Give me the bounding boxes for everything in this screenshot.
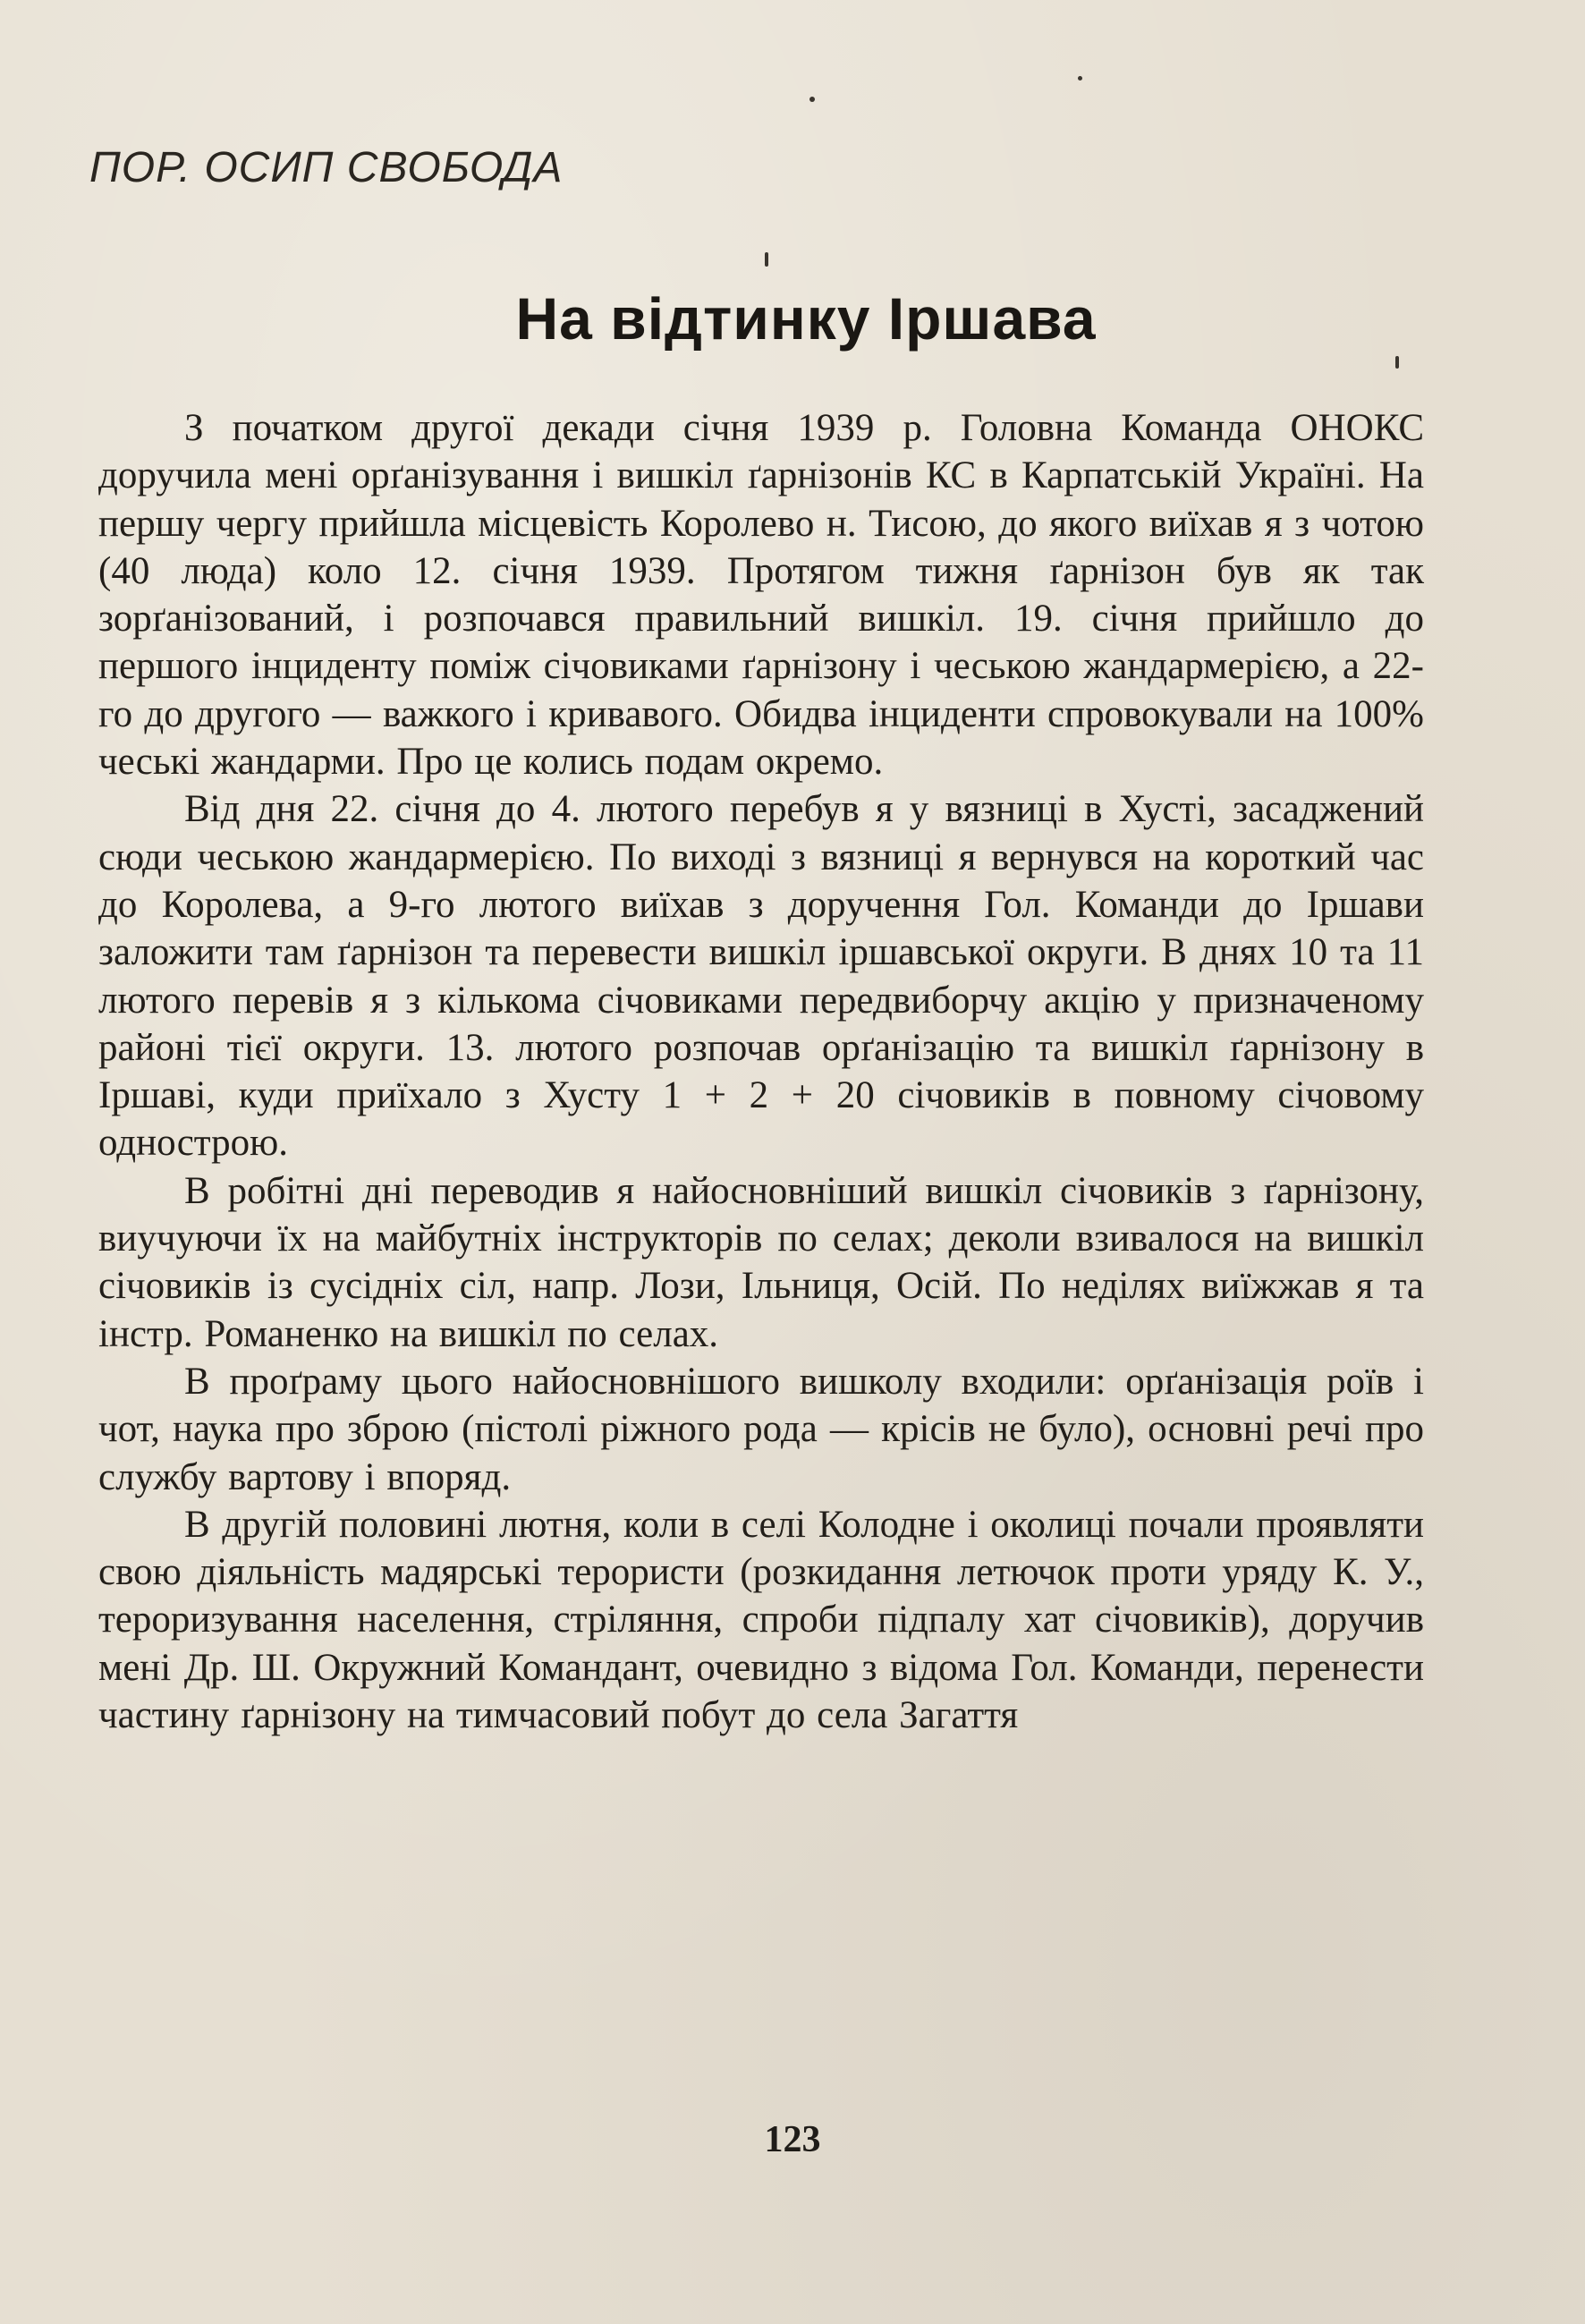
print-speck (765, 252, 768, 267)
paragraph: В робітні дні переводив я найосновніший вишкіл січовиків з ґарнізону, виучуючи їх на майбутніх інструкторів по селах; деколи взивалося на вишкіл січовиків із сусідніх сіл, напр. Лози, Ільниця, Осій. По неділях виїжжав я та інстр. Романенко на вишкіл по селах. (98, 1169, 1424, 1355)
article-title: На відтинку Іршава (515, 285, 1097, 352)
print-speck (1395, 356, 1399, 369)
print-speck (809, 97, 815, 102)
paragraph: В проґраму цього найосновнішого вишколу входили: орґанізація роїв і чот, наука про зброю (пістолі ріжного рода — крісів не було), основні речі про службу вартову і впоряд. (98, 1360, 1424, 1498)
page-number: 123 (764, 2119, 821, 2160)
paragraph: З початком другої декади січня 1939 р. Головна Команда ОНОКС доручила мені орґанізування і вишкіл ґарнізонів КС в Карпатській Україні. На першу чергу прийшла місцевість Королево н. Тисою, до якого виїхав я з чотою (40 люда) коло 12. січня 1939. Протягом тижня ґарнізон був як так зорґанізований, і розпочався правильний вишкіл. 19. січня прийшло до першого інциденту поміж січовиками ґарнізону і чеською жандармерією, а 22-го до другого — важкого і кривавого. Обидва інциденти спровокували на 100% чеські жандарми. Про це колись подам окремо. (98, 407, 1424, 784)
author-name: ПОР. ОСИП СВОБОДА (89, 144, 564, 191)
paragraph: Від дня 22. січня до 4. лютого перебув я у вязниці в Хусті, засаджений сюди чеською жандармерією. По виході з вязниці я вернувся на короткий час до Королева, а 9-го лютого виїхав з доручення Гол. Команди до Іршави заложити там ґарнізон та перевести вишкіл іршавської округи. В днях 10 та 11 лютого перевів я з кількома січовиками передвиборчу акцію у призначеному районі тієї округи. 13. лютого розпочав орґанізацію та вишкіл ґарнізону в Іршаві, куди приїхало з Хусту 1 + 2 + 20 січовиків в повному січовому однострою. (98, 788, 1424, 1165)
paragraph: В другій половині лютня, коли в селі Колодне і околиці почали проявляти свою діяльність мадярські терористи (розкидання летючок проти уряду К. У., тероризування населення, стріляння, спроби підпалу хат січовиків), доручив мені Др. Ш. Окружний Командант, очевидно з відома Гол. Команди, перенести частину ґарнізону на тимчасовий побут до села Загаття (98, 1503, 1424, 1737)
print-speck (1078, 76, 1082, 81)
article-body (98, 404, 1424, 1739)
